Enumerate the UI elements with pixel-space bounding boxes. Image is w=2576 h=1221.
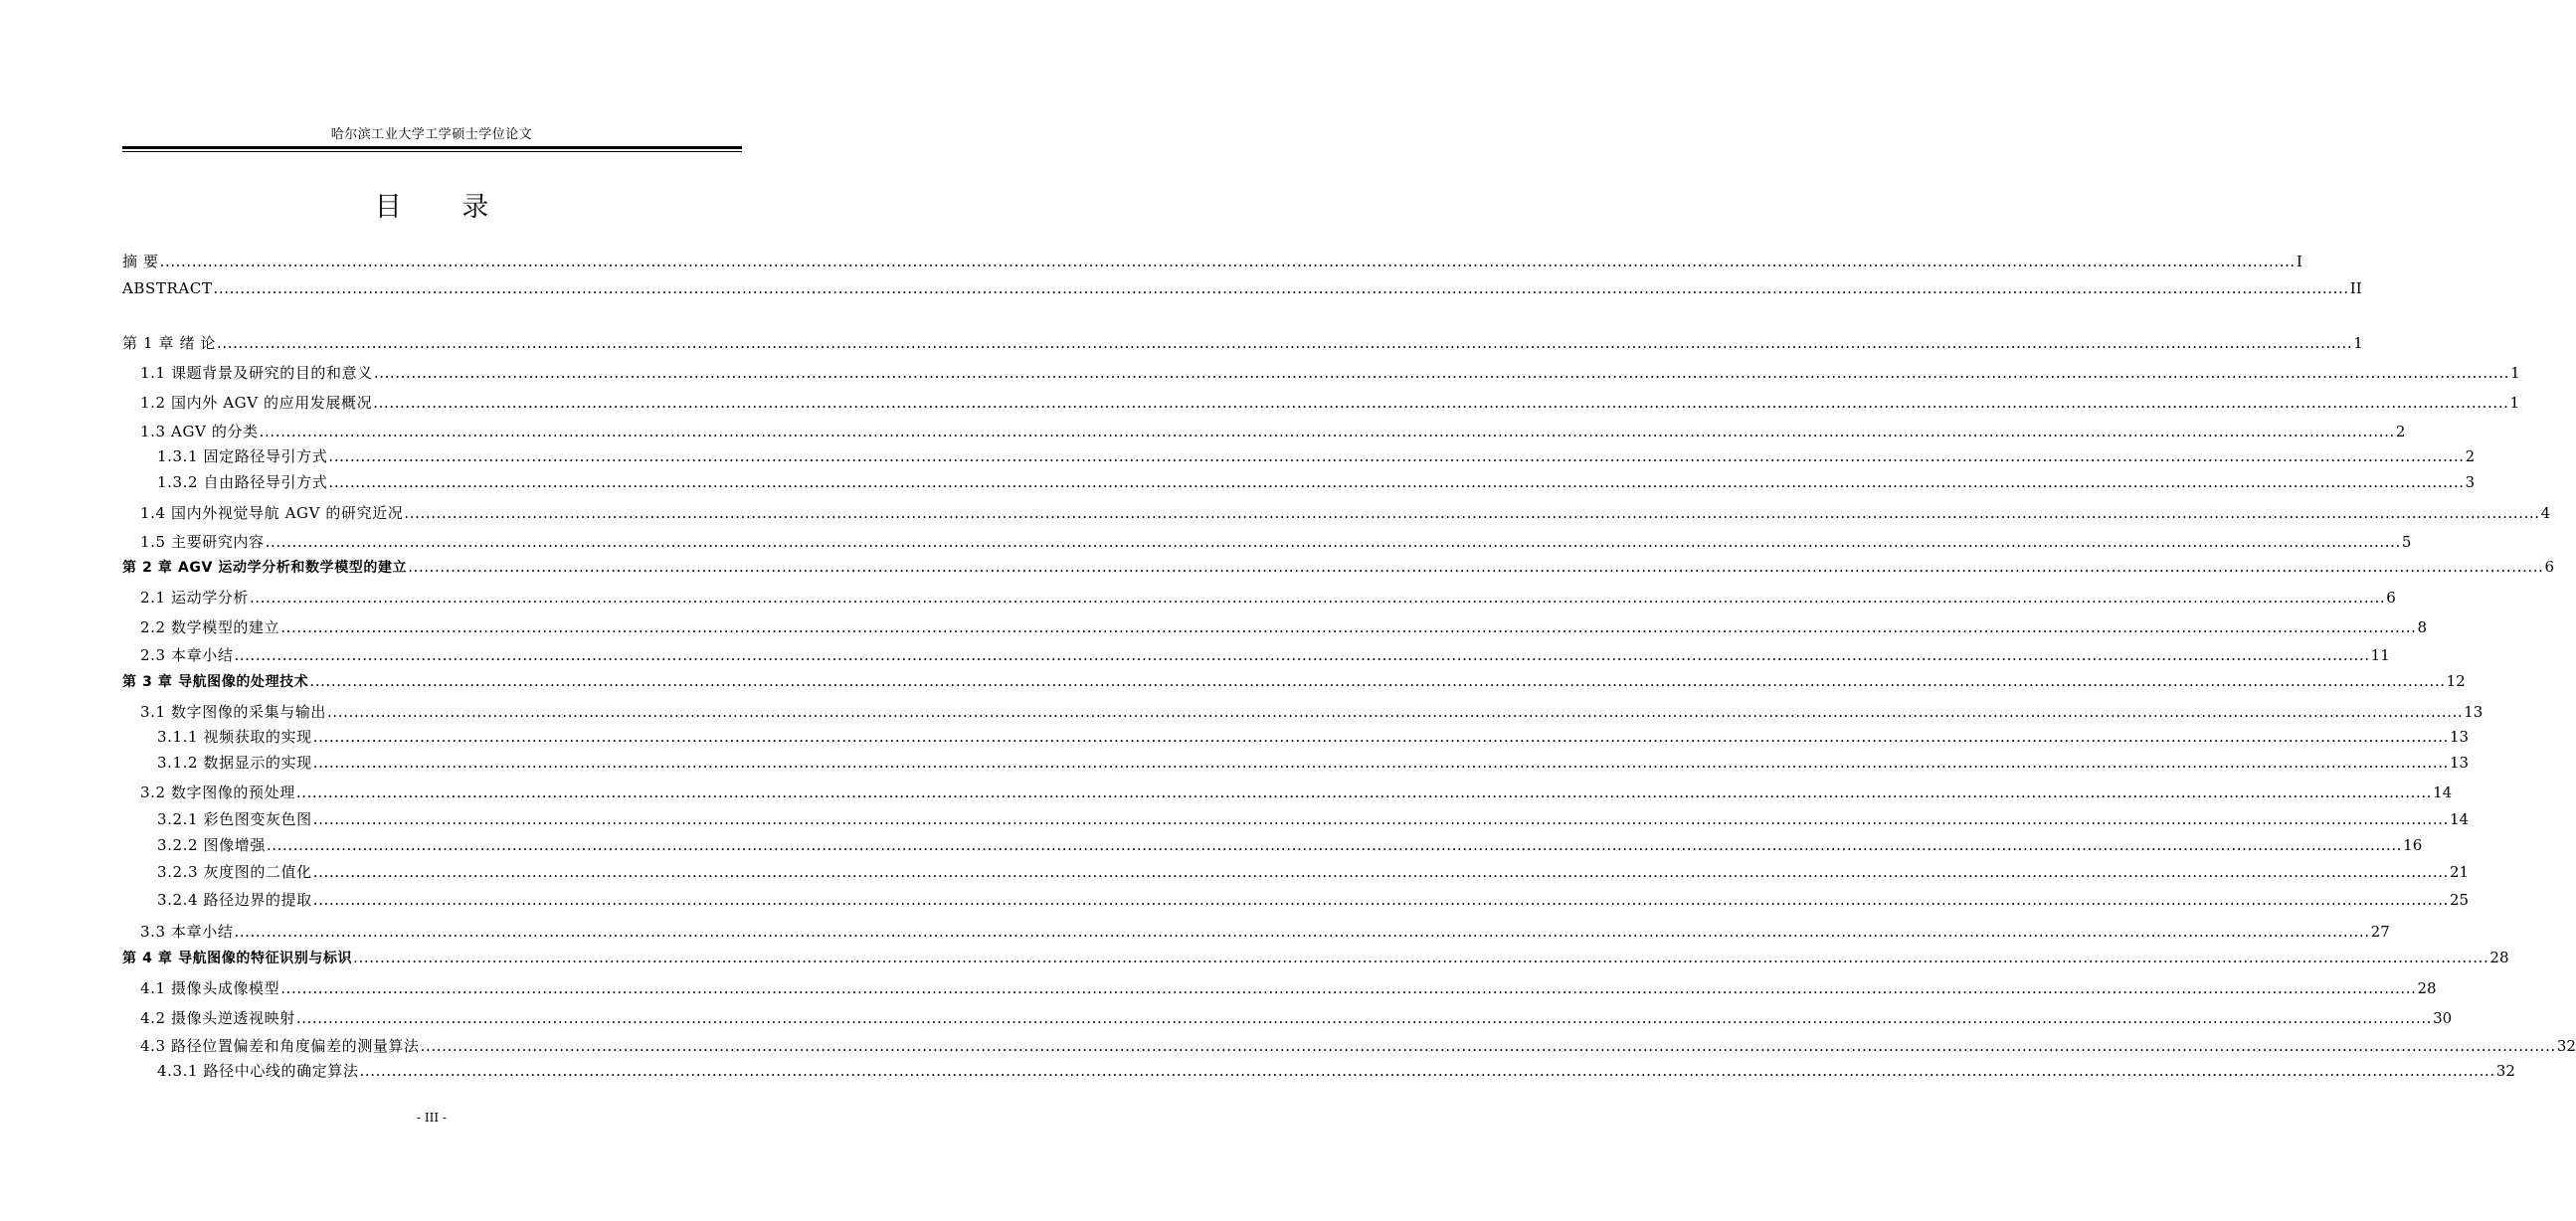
toc-entry-label: 3.1.2 数据显示的实现 [157,754,312,772]
dot-leader: ................................................................................................................................................................................................................................................................................................................................................................................................................ [373,394,2509,412]
toc-entry-label: 1.3.2 自由路径导引方式 [157,473,328,491]
dot-leader: ................................................................................................................................................................................................................................................................................................................................................................................................................ [213,279,2349,297]
toc-entry [157,752,2470,774]
dot-leader: ................................................................................................................................................................................................................................................................................................................................................................................................................ [312,863,2449,881]
toc-entry [140,587,2396,609]
toc-entry-page: 5 [2401,533,2412,551]
toc-entry-label: 摘 要 [122,253,159,270]
dot-leader: ................................................................................................................................................................................................................................................................................................................................................................................................................ [312,728,2449,746]
toc-entry [122,251,2302,272]
toc-entry [140,616,2428,638]
dot-leader: ................................................................................................................................................................................................................................................................................................................................................................................................................ [312,891,2449,909]
toc-entry-label: 1.5 主要研究内容 [140,533,265,551]
toc-entry [140,977,2437,999]
dot-leader: ................................................................................................................................................................................................................................................................................................................................................................................................................ [359,1062,2495,1080]
toc-entry [140,392,2519,414]
dot-leader: ................................................................................................................................................................................................................................................................................................................................................................................................................ [259,423,2395,440]
toc-entry-label: 4.3.1 路径中心线的确定算法 [157,1062,359,1080]
toc-entry-label: 3.2.1 彩色图变灰色图 [157,810,312,828]
toc-entry-label: 3.2 数字图像的预处理 [140,784,295,801]
toc-entry [140,531,2412,553]
toc-entry [157,861,2470,883]
toc-entry-page: 16 [2403,836,2423,854]
dot-leader: ................................................................................................................................................................................................................................................................................................................................................................................................................ [328,447,2465,465]
dot-leader: ................................................................................................................................................................................................................................................................................................................................................................................................................ [159,253,2296,270]
toc-entry [140,921,2390,943]
toc-entry [157,726,2470,748]
page-number: - III - [417,1111,447,1125]
dot-leader: ................................................................................................................................................................................................................................................................................................................................................................................................................ [234,923,2370,941]
toc-entry-label: 第 2 章 AGV 运动学分析和数学模型的建立 [122,560,408,576]
toc-entry-label: 1.3.1 固定路径导引方式 [157,447,328,465]
toc-entry-label: 2.1 运动学分析 [140,589,250,607]
toc-entry-page: II [2349,279,2362,297]
toc-entry-page: 3 [2465,473,2476,491]
toc-entry [140,1007,2453,1029]
toc-entry-page: 13 [2449,728,2470,746]
toc-entry [157,1060,2515,1082]
toc-entry [122,277,2362,299]
dot-leader: ................................................................................................................................................................................................................................................................................................................................................................................................................ [295,784,2433,801]
toc-entry-page: 32 [2556,1037,2576,1055]
toc-entry-label: 3.2.3 灰度图的二值化 [157,863,312,881]
toc-entry-page: 2 [2465,447,2476,465]
toc-entry [140,701,2484,723]
toc-entry-label: 第 4 章 导航图像的特征识别与标识 [122,951,353,966]
toc-entry [122,670,2466,692]
toc-entry-page: 14 [2433,784,2453,801]
toc-entry [140,1035,2576,1057]
toc-entry-label: 2.2 数学模型的建立 [140,618,280,636]
toc-entry [122,947,2509,968]
toc-entry-label: 3.2.4 路径边界的提取 [157,891,312,909]
toc-entry-page: 30 [2433,1009,2453,1027]
toc-entry [122,332,2363,354]
toc-entry-page: 11 [2370,646,2390,664]
toc-entry-page: 14 [2449,810,2470,828]
toc-entry-label: 3.3 本章小结 [140,923,234,941]
dot-leader: ................................................................................................................................................................................................................................................................................................................................................................................................................ [312,754,2449,772]
toc-entry-page: 27 [2370,923,2390,941]
toc-entry-page: 25 [2449,891,2470,909]
toc-entry-page: 1 [2510,364,2520,382]
toc-entry-label: 3.1.1 视频获取的实现 [157,728,312,746]
dot-leader: ................................................................................................................................................................................................................................................................................................................................................................................................................ [265,533,2401,551]
dot-leader: ................................................................................................................................................................................................................................................................................................................................................................................................................ [353,949,2489,966]
toc-entry [157,834,2423,856]
header-rule-thin [122,151,742,152]
toc-entry [157,471,2476,493]
toc-entry [140,362,2520,384]
toc-entry [140,421,2406,442]
header-rule-thick [122,146,742,149]
dot-leader: ................................................................................................................................................................................................................................................................................................................................................................................................................ [328,473,2465,491]
toc-entry [140,644,2390,666]
dot-leader: ................................................................................................................................................................................................................................................................................................................................................................................................................ [266,836,2403,854]
dot-leader: ................................................................................................................................................................................................................................................................................................................................................................................................................ [250,589,2386,607]
toc-entry-page: I [2296,253,2302,270]
dot-leader: ................................................................................................................................................................................................................................................................................................................................................................................................................ [309,672,2446,690]
toc-entry-label: 4.3 路径位置偏差和角度偏差的测量算法 [140,1037,420,1055]
dot-leader: ................................................................................................................................................................................................................................................................................................................................................................................................................ [295,1009,2433,1027]
toc-entry-label: 2.3 本章小结 [140,646,234,664]
toc-entry-label: 第 1 章 绪 论 [122,334,217,352]
dot-leader: ................................................................................................................................................................................................................................................................................................................................................................................................................ [404,504,2540,522]
toc-entry-label: 第 3 章 导航图像的处理技术 [122,674,309,690]
toc-entry [157,889,2470,911]
dot-leader: ................................................................................................................................................................................................................................................................................................................................................................................................................ [312,810,2449,828]
dot-leader: ................................................................................................................................................................................................................................................................................................................................................................................................................ [420,1037,2556,1055]
toc-entry [157,808,2470,830]
toc-entry-page: 32 [2495,1062,2515,1080]
toc-entry-page: 21 [2449,863,2470,881]
toc-entry-label: 3.2.2 图像增强 [157,836,266,854]
toc-entry-label: ABSTRACT [122,279,213,297]
dot-leader: ................................................................................................................................................................................................................................................................................................................................................................................................................ [234,646,2370,664]
toc-entry-page: 6 [2386,589,2396,607]
toc-entry-label: 1.1 课题背景及研究的目的和意义 [140,364,373,382]
toc-entry-page: 1 [2509,394,2519,412]
toc-entry-page: 1 [2353,334,2363,352]
dot-leader: ................................................................................................................................................................................................................................................................................................................................................................................................................ [373,364,2510,382]
toc-entry-label: 1.3 AGV 的分类 [140,423,259,440]
toc-entry-page: 28 [2489,949,2509,966]
toc-title: 目 录 [374,192,515,223]
toc-entry-label: 4.1 摄像头成像模型 [140,979,280,997]
toc-entry [140,502,2551,524]
toc-entry-page: 8 [2417,618,2428,636]
toc-entry-label: 3.1 数字图像的采集与输出 [140,703,327,721]
dot-leader: ................................................................................................................................................................................................................................................................................................................................................................................................................ [217,334,2353,352]
toc-entry-page: 4 [2540,504,2551,522]
toc-entry-label: 1.2 国内外 AGV 的应用发展概况 [140,394,373,412]
dot-leader: ................................................................................................................................................................................................................................................................................................................................................................................................................ [327,703,2464,721]
toc-entry-page: 2 [2395,423,2406,440]
toc-entry-label: 4.2 摄像头逆透视映射 [140,1009,295,1027]
dot-leader: ................................................................................................................................................................................................................................................................................................................................................................................................................ [280,979,2417,997]
toc-entry-page: 6 [2544,558,2554,576]
toc-entry [140,782,2453,803]
toc-entry-page: 13 [2464,703,2484,721]
dot-leader: ................................................................................................................................................................................................................................................................................................................................................................................................................ [408,558,2544,576]
toc-entry-page: 12 [2446,672,2466,690]
running-header: 哈尔滨工业大学工学硕士学位论文 [330,127,533,142]
toc-entry [122,556,2554,578]
toc-entry-label: 1.4 国内外视觉导航 AGV 的研究近况 [140,504,404,522]
toc-entry-page: 13 [2449,754,2470,772]
dot-leader: ................................................................................................................................................................................................................................................................................................................................................................................................................ [280,618,2417,636]
toc-entry-page: 28 [2417,979,2437,997]
toc-entry [157,445,2476,467]
